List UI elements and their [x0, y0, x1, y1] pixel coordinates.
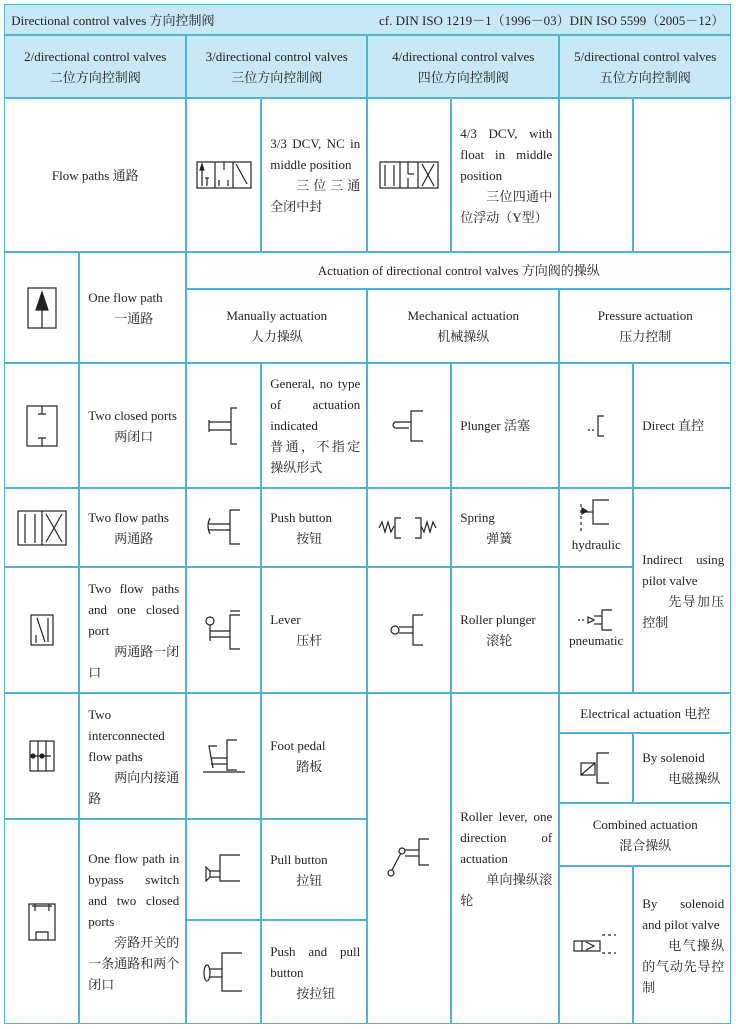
two-flow-paths-closed-port-label: Two flow paths and one closed port 两通路一闭口 [79, 567, 186, 693]
spring-label: Spring 弹簧 [451, 488, 559, 567]
lever-label: Lever 压杆 [261, 567, 367, 693]
combined-actuation-title: Combined actuation 混合操纵 [559, 803, 731, 866]
valve-4-3-description: 4/3 DCV, with float in middle position 三位四通中位浮动（Y型） [451, 98, 559, 252]
actuation-title: Actuation of directional control valves 方向阀的操纵 [186, 252, 731, 289]
roller-lever-icon [367, 693, 451, 1024]
roller-lever-label: Roller lever, one direction of actuation 单向操纵滚轮 [451, 693, 559, 1024]
category-pressure: Pressure actuation 压力控制 [559, 289, 731, 363]
general-actuation-label: General, no type of actuation indicated 普通，不指定操纵形式 [261, 363, 367, 488]
push-button-label: Push button 按钮 [261, 488, 367, 567]
roller-plunger-label: Roller plunger 滚轮 [451, 567, 559, 693]
interconnected-paths-icon [4, 693, 79, 819]
one-flow-path-icon [4, 252, 79, 363]
solenoid-pilot-icon [559, 866, 633, 1024]
group-5-position: 5/directional control valves 五位方向控制阀 [559, 35, 731, 98]
push-pull-button-label: Push and pull button 按拉钮 [261, 920, 367, 1024]
pneumatic-pilot-icon [578, 610, 614, 630]
two-closed-ports-label: Two closed ports 两闭口 [79, 363, 186, 488]
foot-pedal-icon [186, 693, 261, 819]
empty-cell [633, 98, 731, 252]
bypass-path-label: One flow path in bypass switch and two closed ports 旁路开关的一条通路和两个闭口 [79, 819, 186, 1024]
group-3-position: 3/directional control valves 三位方向控制阀 [186, 35, 367, 98]
roller-plunger-icon [367, 567, 451, 693]
lever-icon [186, 567, 261, 693]
two-flow-paths-icon [4, 488, 79, 567]
valve-4-3-symbol-icon [367, 98, 451, 252]
interconnected-paths-label: Two interconnected flow paths 两向内接通路 [79, 693, 186, 819]
table-title [4, 4, 731, 35]
plunger-icon [367, 363, 451, 488]
pneumatic-pilot-cell [559, 567, 633, 693]
two-flow-paths-label: Two flow paths 两通路 [79, 488, 186, 567]
spring-icon [367, 488, 451, 567]
category-mechanical: Mechanical actuation 机械操纵 [367, 289, 559, 363]
push-button-icon [186, 488, 261, 567]
group-2-position: 2/directional control valves 二位方向控制阀 [4, 35, 186, 98]
hydraulic-label: hydraulic [571, 537, 621, 553]
empty-cell [559, 98, 633, 252]
solenoid-pilot-label: By solenoid and pilot valve 电气操纵的气动先导控制 [633, 866, 731, 1024]
one-flow-path-label: One flow path 一通路 [79, 252, 186, 363]
two-flow-paths-closed-port-icon [4, 567, 79, 693]
category-manual: Manually actuation 人力操纵 [186, 289, 367, 363]
direct-pressure-label: Direct 直控 [633, 363, 731, 488]
hydraulic-pilot-cell [559, 488, 633, 567]
indirect-pilot-label: Indirect using pilot valve 先导加压控制 [633, 488, 731, 693]
valve-3-3-symbol-icon [186, 98, 261, 252]
group-4-position: 4/directional control valves 四位方向控制阀 [367, 35, 559, 98]
pull-button-label: Pull button 拉钮 [261, 819, 367, 920]
pull-button-icon [186, 819, 261, 920]
bypass-path-icon [4, 819, 79, 1024]
foot-pedal-label: Foot pedal 踏板 [261, 693, 367, 819]
title-right: cf. DIN ISO 1219－1（1996－03）DIN ISO 5599（2005－12） [379, 13, 725, 29]
electrical-actuation-title: Electrical actuation 电控 [559, 693, 731, 733]
hydraulic-pilot-icon [581, 500, 611, 534]
pneumatic-label: pneumatic [569, 632, 624, 648]
solenoid-icon [559, 733, 633, 803]
push-pull-button-icon [186, 920, 261, 1024]
two-closed-ports-icon [4, 363, 79, 488]
flow-paths-label: Flow paths 通路 [4, 98, 186, 252]
plunger-label: Plunger 活塞 [451, 363, 559, 488]
solenoid-label: By solenoid 电磁操纵 [633, 733, 731, 803]
general-actuation-icon [186, 363, 261, 488]
valve-3-3-description: 3/3 DCV, NC in middle position 三位三通全闭中封 [261, 98, 367, 252]
title-left: Directional control valves 方向控制阀 [11, 13, 215, 29]
direct-pressure-icon [559, 363, 633, 488]
